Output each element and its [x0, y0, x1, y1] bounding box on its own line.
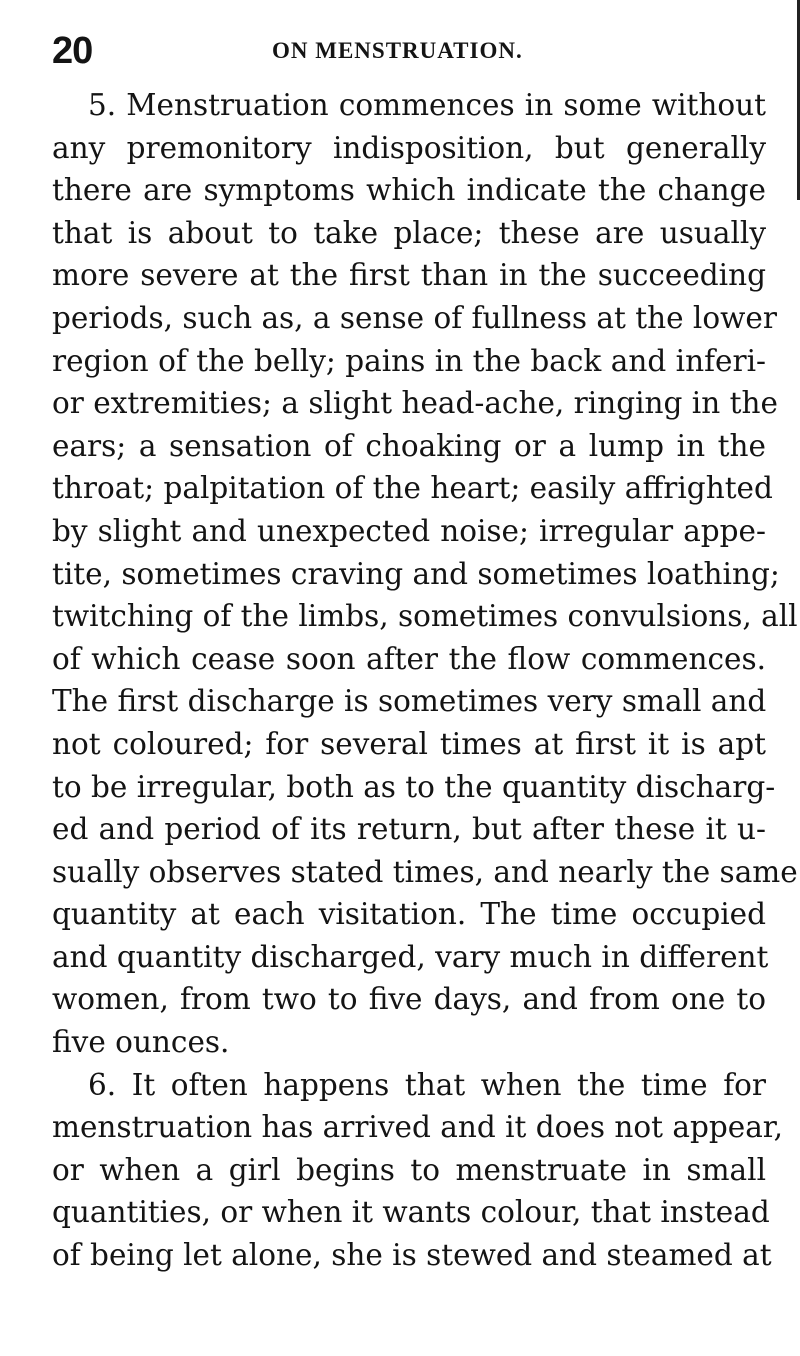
text-line: women, from two to five days, and from one to: [52, 982, 766, 1017]
text-line: or when a girl begins to menstruate in small: [52, 1152, 766, 1187]
running-head: ON MENSTRUATION.: [272, 38, 523, 63]
text-line: to be irregular, both as to the quantity discharg-: [52, 769, 776, 804]
text-line: region of the belly; pains in the back and inferi-: [52, 343, 766, 378]
text-line: 6. It often happens that when the time for: [88, 1067, 766, 1102]
text-line: sually observes stated times, and nearly the same: [52, 854, 798, 889]
text-line: by slight and unexpected noise; irregular appe-: [52, 513, 766, 548]
text-line: periods, such as, a sense of fullness at the lower: [52, 300, 777, 335]
page-header: [52, 30, 752, 72]
text-line: quantities, or when it wants colour, that instead: [52, 1195, 770, 1230]
text-line: that is about to take place; these are usually: [52, 215, 766, 250]
page-number: 20: [52, 30, 93, 72]
text-line: tite, sometimes craving and sometimes loathing;: [52, 556, 780, 591]
text-line: 5. Menstruation commences in some without: [88, 88, 766, 122]
text-line: twitching of the limbs, sometimes convulsions, all: [52, 599, 798, 634]
text-line: ed and period of its return, but after these it u-: [52, 812, 766, 847]
text-line: not coloured; for several times at first it is apt: [52, 726, 766, 761]
text-line: quantity at each visitation. The time occupied: [52, 897, 766, 932]
text-line: of which cease soon after the flow commences.: [52, 641, 766, 676]
text-line: menstruation has arrived and it does not appear,: [52, 1110, 784, 1145]
body-text: [52, 84, 798, 1277]
text-line: and quantity discharged, vary much in different: [52, 939, 769, 974]
text-line: ears; a sensation of choaking or a lump in the: [52, 428, 766, 463]
text-line: The first discharge is sometimes very small and: [52, 684, 767, 719]
text-line: of being let alone, she is stewed and steamed at: [52, 1238, 772, 1273]
text-line: or extremities; a slight head-ache, ringing in the: [52, 386, 778, 421]
text-line: five ounces.: [52, 1025, 230, 1060]
text-line: there are symptoms which indicate the change: [52, 173, 766, 208]
text-line: more severe at the first than in the succeeding: [52, 258, 766, 293]
text-line: throat; palpitation of the heart; easily affrighted: [52, 471, 773, 506]
text-line: any premonitory indisposition, but generally: [52, 130, 766, 165]
